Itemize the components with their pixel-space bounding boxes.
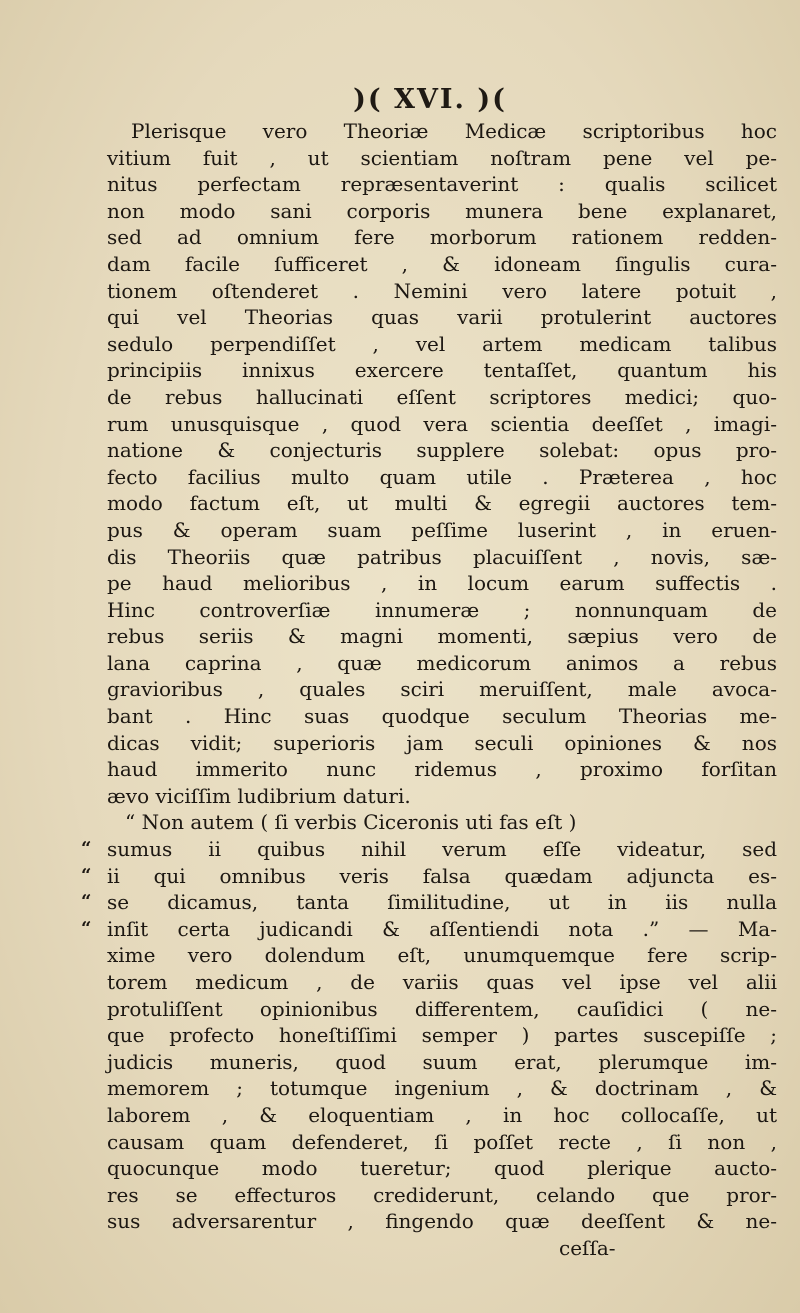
text-line: dicas vidit; superioris jam seculi opiniones & nos xyxy=(107,730,777,755)
margin-quote-mark: “ xyxy=(81,838,92,860)
text-line: haud immerito nunc ridemus , proximo forſitan xyxy=(107,757,777,782)
margin-quote-mark: “ xyxy=(81,917,92,939)
catchword: ceſſa- xyxy=(559,1235,616,1260)
text-line: Hinc controverſiæ innumeræ ; nonnunquam de xyxy=(107,597,777,622)
text-line: se dicamus, tanta ſimilitudine, ut in iis nulla “ xyxy=(81,890,777,915)
text-line: ævo viciſſim ludibrium daturi. xyxy=(107,783,411,808)
text-line: bant . Hinc suas quodque seculum Theorias me- xyxy=(107,704,777,729)
text-line: pe haud melioribus , in locum earum suffectis . xyxy=(107,571,777,596)
text-line: natione & conjecturis supplere solebat: opus pro- xyxy=(107,438,777,463)
text-line: torem medicum , de variis quas vel ipse vel alii xyxy=(107,970,777,994)
text-line: gravioribus , quales sciri meruiſſent, male avoca- xyxy=(107,677,777,702)
text-line: principiis innixus exercere tentaſſet, quantum his xyxy=(107,358,777,383)
text-line: qui vel Theorias quas varii protulerint auctores xyxy=(107,305,777,330)
text-line: non modo sani corporis munera bene explanaret, xyxy=(107,198,777,223)
text-line: fecto facilius multo quam utile . Præterea , hoc xyxy=(107,464,777,489)
text-line: memorem ; totumque ingenium , & doctrinam , & xyxy=(107,1076,777,1101)
text-line: vitium fuit , ut scientiam noſtram pene vel pe- xyxy=(107,145,777,170)
text-line: rum unusquisque , quod vera scientia deeſſet , imagi- xyxy=(107,411,777,436)
text-line: sus adversarentur , fingendo quæ deeſſent & ne- xyxy=(107,1209,777,1234)
text-line: sumus ii quibus nihil verum eſſe videatur, sed “ xyxy=(81,837,777,862)
body-text xyxy=(81,118,777,1262)
text-line: lana caprina , quæ medicorum animos a rebus xyxy=(107,650,777,675)
text-line: xime vero dolendum eſt, unumquemque fere scrip- xyxy=(107,943,777,968)
text-line: laborem , & eloquentiam , in hoc collocaſſe, ut xyxy=(107,1102,777,1127)
margin-quote-mark: “ xyxy=(81,864,92,886)
text-line: “ Non autem ( ſi verbis Ciceronis uti fas eſt ) xyxy=(125,810,577,835)
text-line: rebus seriis & magni momenti, sæpius vero de xyxy=(107,624,777,649)
text-line: quocunque modo tueretur; quod plerique aucto- xyxy=(107,1156,777,1181)
text-line: protuliſſent opinionibus differentem, cauſidici ( ne- xyxy=(107,996,777,1021)
text-line: que profecto honeſtiſſimi semper ) partes suscepiſſe ; xyxy=(107,1023,777,1048)
text-line: Plerisque vero Theoriæ Medicæ scriptoribus hoc xyxy=(131,119,777,143)
text-line: causam quam defenderet, ſi poſſet recte , ſi non , xyxy=(107,1129,777,1154)
text-line: res se effecturos crediderunt, celando que pror- xyxy=(107,1182,777,1207)
text-line: dis Theoriis quæ patribus placuiſſent , novis, sæ- xyxy=(107,544,777,569)
text-line: modo factum eſt, ut multi & egregii auctores tem- xyxy=(107,491,777,516)
text-line: ii qui omnibus veris falsa quædam adjuncta es- “ xyxy=(81,863,777,888)
text-line: de rebus hallucinati eſſent scriptores medici; quo- xyxy=(107,384,777,409)
text-line: inſit certa judicandi & aſſentiendi nota .” — Ma- “ xyxy=(81,916,777,941)
text-line: sed ad omnium fere morborum rationem redden- xyxy=(107,225,777,250)
text-line: nitus perfectam repræsentaverint : qualis scilicet xyxy=(107,172,777,197)
text-line: pus & operam suam peſſime luserint , in eruen- xyxy=(107,517,777,542)
margin-quote-mark: “ xyxy=(81,891,92,913)
text-line: tionem oſtenderet . Nemini vero latere potuit , xyxy=(107,278,777,303)
text-line: dam facile ſufficeret , & idoneam ſingulis cura- xyxy=(107,251,777,276)
text-line: judicis muneris, quod suum erat, plerumque im- xyxy=(107,1049,777,1074)
text-line: sedulo perpendiſſet , vel artem medicam talibus xyxy=(107,331,777,356)
running-header: )( XVI. )( xyxy=(353,84,507,115)
